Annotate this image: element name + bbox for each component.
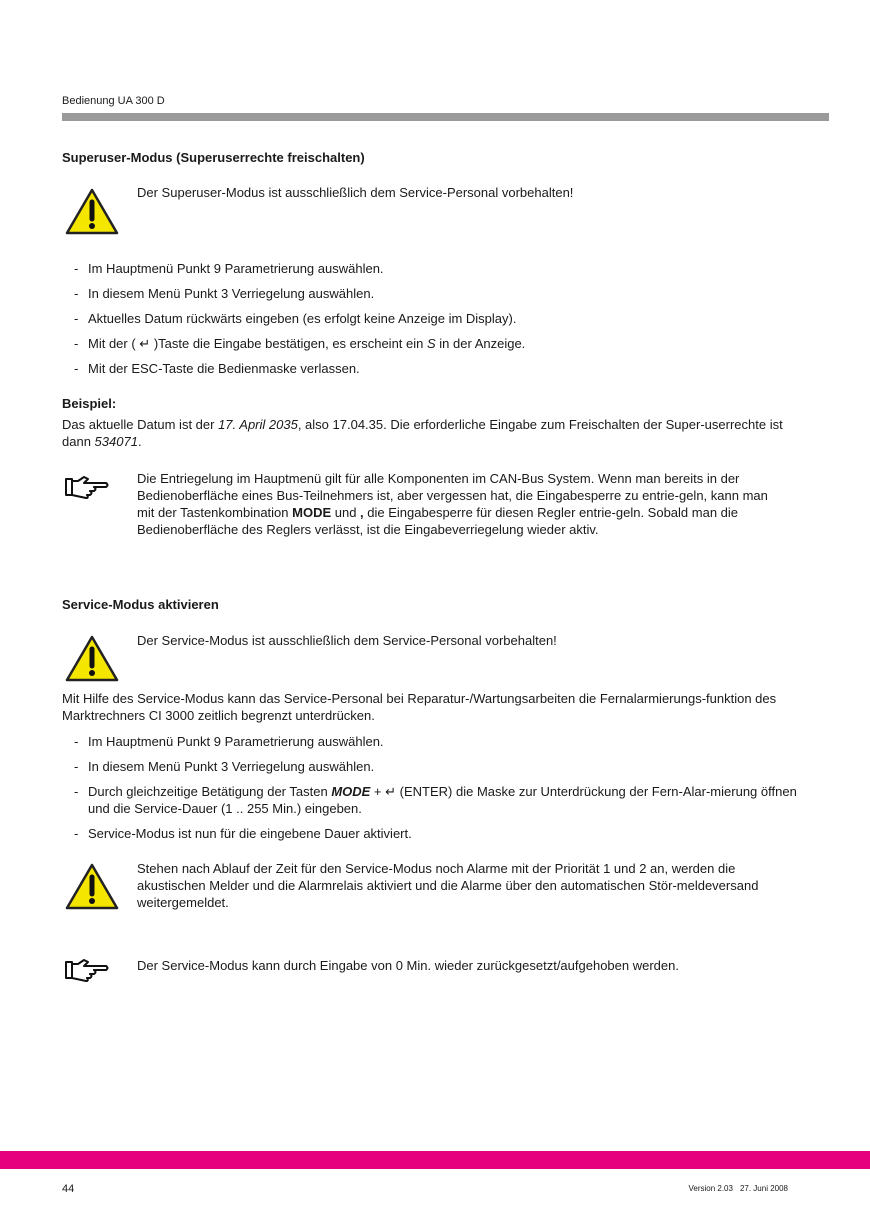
version-info: Version 2.03 27. Juni 2008 (688, 1184, 788, 1193)
service-steps-list (62, 733, 797, 842)
list-item: - Service-Modus ist nun für die eingebene Dauer aktiviert. (62, 825, 797, 842)
superuser-warning-text: Der Superuser-Modus ist ausschließlich dem Service-Personal vorbehalten! (137, 185, 574, 200)
pointing-hand-icon (64, 957, 110, 983)
service-heading: Service-Modus aktivieren (62, 597, 219, 612)
list-item: - Mit der ESC-Taste die Bedienmaske verlassen. (62, 360, 797, 377)
superuser-heading: Superuser-Modus (Superuserrechte freischalten) (62, 150, 365, 165)
list-item: - Im Hauptmenü Punkt 9 Parametrierung auswählen. (62, 733, 797, 750)
list-item: - Mit der ( ↵ )Taste die Eingabe bestätigen, es erscheint ein S in der Anzeige. (62, 335, 797, 352)
list-item: - In diesem Menü Punkt 3 Verriegelung auswählen. (62, 285, 797, 302)
example-paragraph: Das aktuelle Datum ist der 17. April 2035, also 17.04.35. Die erforderliche Eingabe zum Freischalten der Super-userrechte ist dann 534071. (62, 417, 783, 449)
page-number: 44 (62, 1183, 75, 1195)
warning-triangle-icon (64, 634, 120, 684)
example-heading: Beispiel: (62, 396, 117, 411)
list-item: - Im Hauptmenü Punkt 9 Parametrierung auswählen. (62, 260, 797, 277)
running-header: Bedienung UA 300 D (62, 95, 165, 107)
service-intro-paragraph: Mit Hilfe des Service-Modus kann das Service-Personal bei Reparatur-/Wartungsarbeiten die Fernalarmierungs-funktion des Marktrechners CI 3000 zeitlich begrenzt unterdrücken. (62, 691, 777, 723)
pointing-hand-icon (64, 474, 110, 500)
service-warning2-text: Stehen nach Ablauf der Zeit für den Service-Modus noch Alarme mit der Priorität 1 und 2 an, werden die akustischen Melder und die Alarmrelais aktiviert und die Alarme über den automatischen Stör-meldeversand weitergemeldet. (137, 861, 759, 910)
service-note-text: Der Service-Modus kann durch Eingabe von 0 Min. wieder zurückgesetzt/aufgehoben werden. (137, 958, 679, 973)
list-item: - In diesem Menü Punkt 3 Verriegelung auswählen. (62, 758, 797, 775)
header-rule (62, 113, 829, 121)
warning-triangle-icon (64, 187, 120, 237)
warning-triangle-icon (64, 862, 120, 912)
superuser-steps-list (62, 260, 797, 377)
list-item: - Aktuelles Datum rückwärts eingeben (es erfolgt keine Anzeige im Display). (62, 310, 797, 327)
enter-key-icon: ↵ (385, 784, 397, 799)
enter-key-icon: ↵ (139, 336, 151, 351)
footer-accent-bar (0, 1151, 870, 1169)
superuser-note-text: Die Entriegelung im Hauptmenü gilt für alle Komponenten im CAN-Bus System. Wenn man bereits in der Bedienoberfläche eines Bus-Teilnehmers ist, aber vergessen hat, die Eingabesperre zu entrie-geln, kann man mit der Tastenkombination MODE und , die Eingabesperre für diesen Regler entrie-geln. Sobald man die Bedienoberfläche des Reglers verlässt, ist die Eingabeverriegelung wieder aktiv. (137, 471, 768, 537)
service-warning-text: Der Service-Modus ist ausschließlich dem Service-Personal vorbehalten! (137, 633, 557, 648)
list-item: - Durch gleichzeitige Betätigung der Tasten MODE + ↵ (ENTER) die Maske zur Unterdrückung der Fern-Alar-mierung öffnen und die Service-Dauer (1 .. 255 Min.) eingeben. (62, 783, 797, 817)
